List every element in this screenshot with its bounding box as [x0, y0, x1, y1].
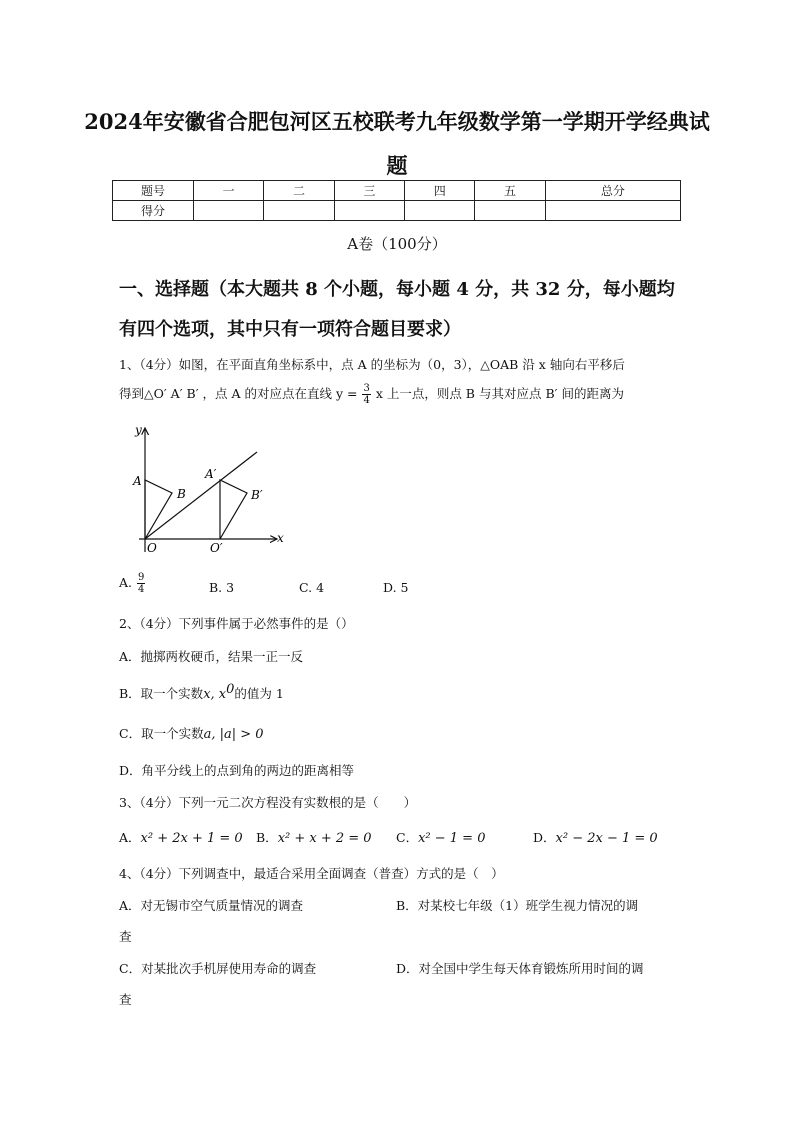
label-y: y — [135, 423, 142, 437]
q1-stem-line2-a: 得到△O′ A′ B′ ，点 A 的对应点在直线 y = — [119, 386, 358, 401]
line-y-3-4x — [145, 452, 257, 539]
q2-stem: 2、（4分）下列事件属于必然事件的是（） — [119, 616, 354, 631]
q4-option-d-continued: 查 — [119, 992, 132, 1007]
page-title-line1: 2024年安徽省合肥包河区五校联考九年级数学第一学期开学经典试 — [84, 109, 710, 134]
q4-option-a: A．对无锡市空气质量情况的调查 — [119, 898, 304, 913]
score-cell — [194, 201, 264, 221]
q3-option-d — [533, 828, 658, 846]
q3-option-c-math: x² − 1 = 0 — [418, 831, 486, 846]
q4-option-d: D．对全国中学生每天体育锻炼所用时间的调 — [396, 961, 644, 976]
triangle-OAB — [145, 480, 172, 539]
q4-option-b-continued: 查 — [119, 929, 132, 944]
score-cell — [405, 201, 475, 221]
q3-option-d-math: x² − 2x − 1 = 0 — [555, 831, 658, 846]
q1-stem-line2-b: x 上一点，则点 B 与其对应点 B′ 间的距离为 — [375, 386, 624, 401]
q2-option-b — [119, 682, 284, 702]
page-title-line2: 题 — [386, 153, 408, 178]
q1-option-a-label: A. — [119, 575, 133, 590]
q1-figure — [115, 420, 295, 560]
q1-option-a — [119, 572, 146, 595]
label-O: O — [147, 541, 157, 555]
q2-option-b-exponent: 0 — [226, 682, 235, 697]
score-header-cell: 五 — [475, 181, 545, 201]
score-table — [112, 180, 681, 221]
q1-option-d: D. 5 — [383, 580, 409, 595]
q4-stem: 4、（4分）下列调查中，最适合采用全面调查（普查）方式的是（ ） — [119, 866, 504, 881]
q3-option-d-label: D． — [533, 830, 556, 845]
q2-option-b-math: x, x — [203, 687, 227, 703]
paper-label: A卷（100分） — [347, 235, 447, 253]
q2-option-c-text: C．取一个实数 — [119, 726, 204, 741]
label-B-prime: B′ — [251, 488, 263, 502]
q2-option-b-text: B．取一个实数 — [119, 686, 204, 702]
q3-option-b — [256, 828, 372, 846]
score-cell — [334, 201, 404, 221]
q1-option-b: B. 3 — [209, 580, 235, 595]
score-header-cell: 一 — [194, 181, 264, 201]
score-cell — [475, 201, 545, 221]
q3-option-c-label: C． — [396, 830, 419, 845]
q3-option-b-math: x² + x + 2 = 0 — [277, 831, 372, 846]
q1-fraction — [362, 383, 370, 406]
score-table-header-row — [113, 181, 681, 201]
label-A-prime: A′ — [205, 467, 217, 481]
q1-option-a-denominator: 4 — [138, 584, 145, 595]
q3-option-c — [396, 828, 485, 846]
q2-option-c — [119, 724, 264, 742]
score-header-cell: 四 — [405, 181, 475, 201]
q4-option-c: C．对某批次手机屏使用寿命的调查 — [119, 961, 317, 976]
triangle-O2A2B2 — [220, 480, 247, 539]
q3-option-a-math: x² + 2x + 1 = 0 — [140, 831, 243, 846]
score-row-label: 得分 — [113, 201, 194, 221]
section1-heading-line2: 有四个选项，其中只有一项符合题目要求） — [119, 319, 461, 340]
q3-option-b-label: B． — [256, 830, 278, 845]
q1-option-a-numerator: 9 — [138, 572, 145, 583]
label-x: x — [277, 531, 284, 545]
q4-option-b: B．对某校七年级（1）班学生视力情况的调 — [396, 898, 639, 913]
q1-stem-line1: 1、（4分）如图，在平面直角坐标系中，点 A 的坐标为（0，3），△OAB 沿 x 轴向右平移后 — [119, 357, 625, 372]
score-header-cell: 二 — [264, 181, 334, 201]
q1-option-a-fraction — [137, 572, 145, 595]
q2-option-d: D．角平分线上的点到角的两边的距离相等 — [119, 763, 355, 778]
q3-option-a — [119, 828, 243, 846]
score-header-cell: 总分 — [545, 181, 680, 201]
score-header-cell: 题号 — [113, 181, 194, 201]
q2-option-c-math: a, |a| > 0 — [203, 727, 264, 742]
section1-heading-line1: 一、选择题（本大题共 8 个小题，每小题 4 分，共 32 分，每小题均 — [119, 279, 675, 300]
label-B: B — [177, 487, 186, 501]
q1-option-c: C. 4 — [299, 580, 325, 595]
score-cell — [264, 201, 334, 221]
score-cell — [545, 201, 680, 221]
q2-option-b-tail: 的值为 1 — [234, 686, 284, 702]
q2-option-a: A．抛掷两枚硬币，结果一正一反 — [119, 649, 304, 664]
q1-fraction-numerator: 3 — [363, 383, 370, 394]
q1-stem-line2 — [119, 383, 624, 406]
score-header-cell: 三 — [334, 181, 404, 201]
score-table-score-row — [113, 201, 681, 221]
label-O-prime: O′ — [210, 541, 223, 555]
q3-option-a-label: A． — [119, 830, 141, 845]
q1-fraction-denominator: 4 — [363, 395, 370, 406]
label-A: A — [133, 474, 142, 488]
q3-stem: 3、（4分）下列一元二次方程没有实数根的是（ ） — [119, 795, 417, 810]
